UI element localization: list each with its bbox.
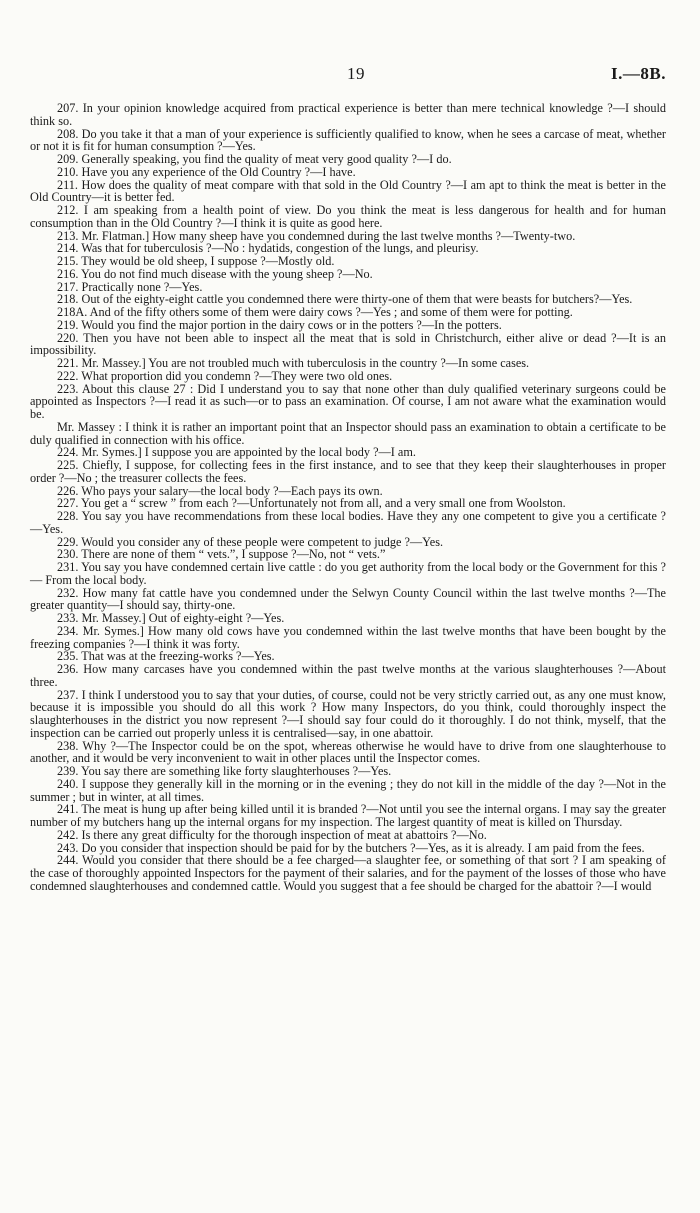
evidence-paragraph: 240. I suppose they generally kill in the morning or in the evening ; they do not kill in the middle of the day ?—Not in the summer ; but in winter, at all times. xyxy=(30,776,666,804)
evidence-paragraph: 212. I am speaking from a health point of view. Do you think the meat is less dangerous for health and for human consumption than in the Old Country ?—I think it is quite as good here. xyxy=(30,203,666,230)
evidence-paragraph: 239. You say there are something like forty slaughterhouses ?—Yes. xyxy=(57,764,392,778)
evidence-paragraph: Mr. Massey : I think it is rather an important point that an Inspector should pass an examination to obtain a certificate to be duly qualified in connection with his office. xyxy=(30,419,666,447)
evidence-paragraph: 209. Generally speaking, you find the quality of meat very good quality ?—I do. xyxy=(57,152,452,166)
evidence-paragraph: 224. Mr. Symes.] I suppose you are appointed by the local body ?—I am. xyxy=(57,445,416,460)
evidence-text xyxy=(30,102,666,893)
evidence-paragraph: 234. Mr. Symes.] How many old cows have you condemned within the last twelve months that have been bought by the freezing companies ?—I think it was forty. xyxy=(30,623,666,651)
evidence-paragraph: 237. I think I understood you to say that your duties, of course, could not be very strictly carried out, as any one must know, because it is impossible you should do all this work ? How many Inspectors, do you think, could thoroughly inspect the slaughterhouses in the district you now represent ?—I should say four could do it thoroughly. I do not think, myself, that the inspection can be carried out properly unless it is centralised—say, in one abattoir. xyxy=(30,687,666,740)
evidence-paragraph: 223. About this clause 27 : Did I understand you to say that none other than duly qualified veterinary surgeons could be appointed as Inspectors ?—I read it as such—or to pass an examination. Of course, I am not aware what the examination would be. xyxy=(30,381,666,421)
evidence-paragraph: 219. Would you find the major portion in the dairy cows or in the potters ?—In the potters. xyxy=(57,317,502,332)
evidence-paragraph: 235. That was at the freezing-works ?—Yes. xyxy=(57,649,275,664)
evidence-paragraph: 232. How many fat cattle have you condemned under the Selwyn County Council within the last twelve months ?—The greater quantity—I should say, thirty-one. xyxy=(30,585,666,613)
evidence-paragraph: 233. Mr. Massey.] Out of eighty-eight ?—Yes. xyxy=(57,611,285,625)
evidence-paragraph: 242. Is there any great difficulty for the thorough inspection of meat at abattoirs ?—No. xyxy=(57,827,487,842)
evidence-paragraph: 229. Would you consider any of these people were competent to judge ?—Yes. xyxy=(57,534,444,549)
evidence-paragraph: 211. How does the quality of meat compare with that sold in the Old Country ?—I am apt to think the meat is better in the Old Country—it is better fed. xyxy=(30,177,666,205)
evidence-paragraph: 238. Why ?—The Inspector could be on the spot, whereas otherwise he would have to drive from one slaughterhouse to another, and it would be very inconvenient to wait in other places until the Inspector comes. xyxy=(30,738,666,766)
document-reference: I.—8B. xyxy=(611,64,666,83)
evidence-paragraph: 236. How many carcases have you condemned within the past twelve months at the various slaughterhouses ?—About three. xyxy=(30,662,666,689)
evidence-paragraph: 227. You get a “ screw ” from each ?—Unfortunately not from all, and a very small one from Woolston. xyxy=(57,496,566,511)
evidence-paragraph: 217. Practically none ?—Yes. xyxy=(57,279,203,294)
evidence-paragraph: 220. Then you have not been able to inspect all the meat that is sold in Christchurch, either alive or dead ?—It is an impossibility. xyxy=(30,330,666,358)
evidence-paragraph: 216. You do not find much disease with the young sheep ?—No. xyxy=(57,266,373,281)
evidence-paragraph: 230. There are none of them “ vets.”, I suppose ?—No, not “ vets.” xyxy=(57,547,386,562)
page-header xyxy=(46,64,666,86)
evidence-paragraph: 215. They would be old sheep, I suppose ?—Mostly old. xyxy=(57,254,335,268)
evidence-paragraph: 231. You say you have condemned certain live cattle : do you get authority from the local body or the Government for this ?— From the local body. xyxy=(30,560,666,587)
evidence-paragraph: 228. You say you have recommendations from these local bodies. Have they any one competent to give you a certificate ?—Yes. xyxy=(30,509,666,536)
evidence-paragraph: 213. Mr. Flatman.] How many sheep have you condemned during the last twelve months ?—Twenty-two. xyxy=(57,228,576,243)
evidence-paragraph: 208. Do you take it that a man of your experience is sufficiently qualified to know, when he sees a carcase of meat, whether or not it is fit for human consumption ?—Yes. xyxy=(30,126,666,154)
evidence-paragraph: 222. What proportion did you condemn ?—They were two old ones. xyxy=(57,368,393,383)
evidence-paragraph: 244. Would you consider that there should be a fee charged—a slaughter fee, or something of that sort ? I am speaking of the case of thoroughly appointed Inspectors for the payment of their salaries, and for the payment of the losses of those who have condemned slaughterhouses and condemned cattle. Would you suggest that a fee should be charged for the abattoir ?—I would xyxy=(30,853,666,893)
evidence-paragraph: 214. Was that for tuberculosis ?—No : hydatids, congestion of the lungs, and pleurisy. xyxy=(57,241,479,256)
evidence-paragraph: 226. Who pays your salary—the local body ?—Each pays its own. xyxy=(57,483,383,498)
evidence-paragraph: 210. Have you any experience of the Old Country ?—I have. xyxy=(57,164,356,179)
page-number: 19 xyxy=(347,64,365,83)
evidence-paragraph: 225. Chiefly, I suppose, for collecting fees in the first instance, and to see that they keep their slaughterhouses in proper order ?—No ; the treasurer collects the fees. xyxy=(30,458,666,485)
evidence-paragraph: 218A. And of the fifty others some of them were dairy cows ?—Yes ; and some of them were for potting. xyxy=(57,305,573,319)
evidence-paragraph: 243. Do you consider that inspection should be paid for by the butchers ?—Yes, as it is already. I am paid from the fees. xyxy=(57,840,645,855)
evidence-paragraph: 241. The meat is hung up after being killed until it is branded ?—Not until you see the internal organs. I may say the greater number of my butchers hang up the internal organs for my inspection. The largest quantity of meat is killed on Thursday. xyxy=(30,802,666,829)
evidence-paragraph: 218. Out of the eighty-eight cattle you condemned there were thirty-one of them that were beasts for butchers?—Yes. xyxy=(57,292,633,307)
evidence-paragraph: 221. Mr. Massey.] You are not troubled much with tuberculosis in the country ?—In some cases. xyxy=(57,356,530,370)
evidence-paragraph: 207. In your opinion knowledge acquired from practical experience is better than mere technical knowledge ?—I should think so. xyxy=(30,101,666,128)
